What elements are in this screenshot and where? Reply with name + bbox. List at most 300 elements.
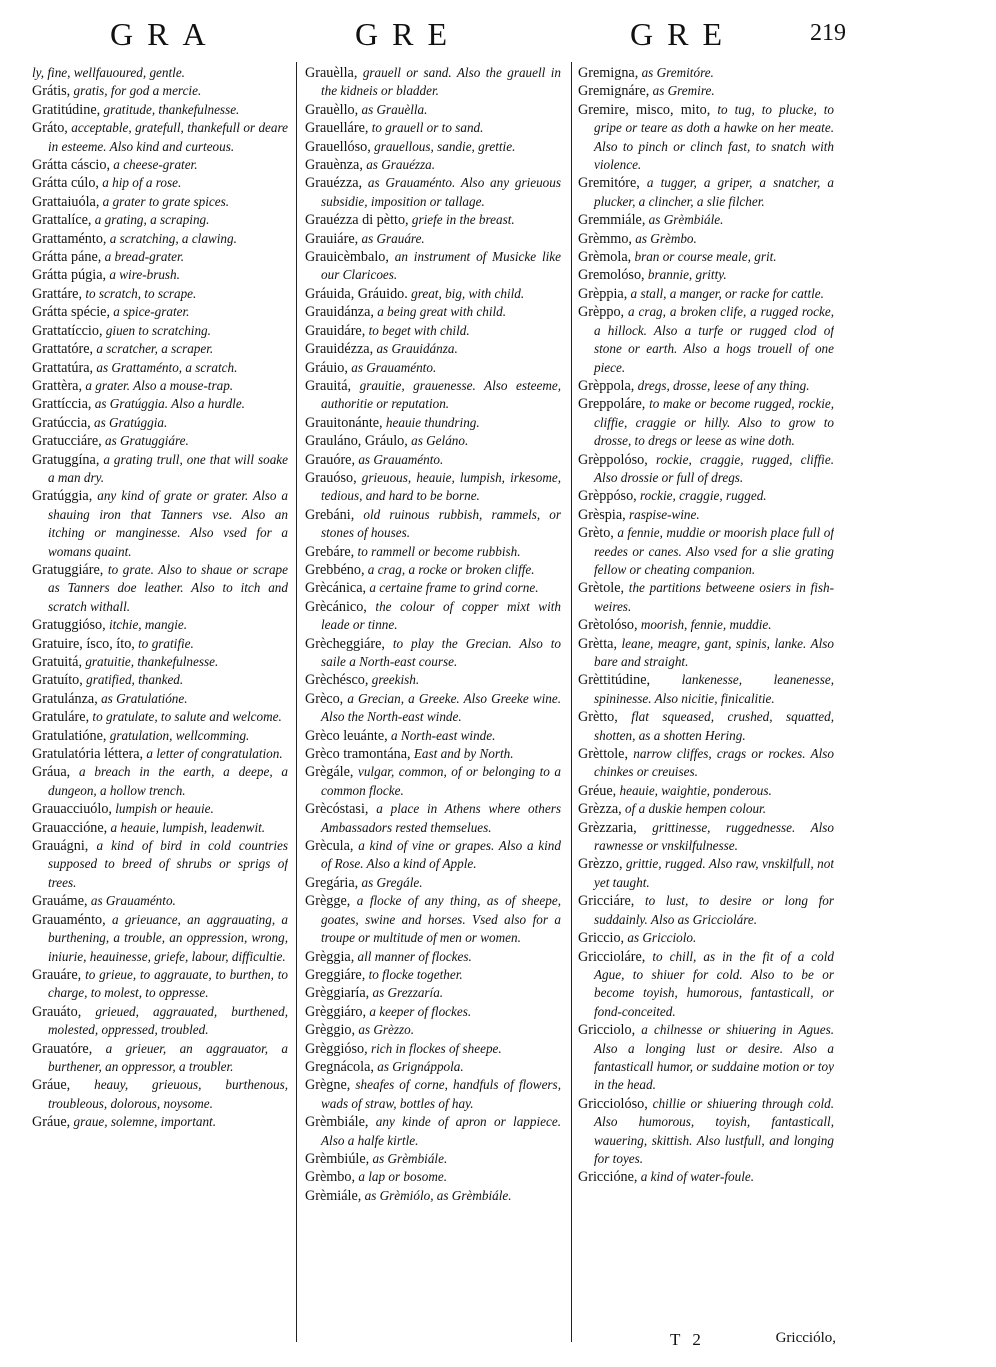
entry-headword: Grètole,	[578, 580, 625, 597]
page-footer	[578, 1330, 836, 1358]
entry-headword: Grauènza,	[305, 157, 363, 174]
entry-definition: ly, fine, wellfauoured, gentle.	[32, 65, 185, 80]
entry-definition: rockie, craggie, rugged, cliffie. Also drossie or full of dregs.	[594, 451, 834, 485]
entry-definition: to gratifie.	[138, 635, 194, 651]
entry-definition: to lust, to desire or long for suddainly. Also as Griccioláre.	[594, 893, 834, 927]
entry-headword: Grèco,	[305, 690, 344, 707]
entry-headword: Grátta púgia,	[32, 267, 107, 284]
entry-headword: Grègne,	[305, 1077, 351, 1094]
dictionary-entry	[305, 1003, 561, 1021]
dictionary-column-left	[32, 64, 288, 1354]
dictionary-entry	[32, 432, 288, 450]
entry-definition: as Grauidánza.	[376, 341, 458, 357]
entry-definition: to flocke together.	[368, 966, 463, 982]
entry-headword: Gratúccia,	[32, 414, 91, 431]
entry-definition: a tugger, a griper, a snatcher, a plucker, a clincher, a slie filcher.	[594, 175, 834, 209]
entry-definition: a place in Athens where others Ambassadors rested themselues.	[321, 801, 561, 835]
entry-definition: as Grattaménto, a scratch.	[96, 359, 238, 375]
entry-definition: leane, meagre, gant, spinis, lanke. Also bare and straight.	[594, 635, 834, 669]
dictionary-entry	[32, 377, 288, 395]
entry-headword: Gráue,	[32, 1114, 71, 1131]
dictionary-entry	[305, 138, 561, 156]
entry-definition: bran or course meale, grit.	[634, 249, 777, 265]
entry-headword: Gratuggína,	[32, 451, 100, 468]
entry-headword: Grebáni,	[305, 506, 355, 523]
entry-definition: grauitie, grauenesse. Also esteeme, authoritie or reputation.	[321, 377, 561, 412]
dictionary-entry	[578, 64, 834, 82]
entry-definition: as Grauaménto. Also any grieuous subsidie, imposition or tallage.	[321, 175, 561, 209]
entry-definition: as Gricciolo.	[627, 930, 697, 946]
catchword: Gricciólo,	[775, 1330, 836, 1346]
dictionary-entry	[32, 322, 288, 340]
entry-headword: Gratulatióne,	[32, 727, 107, 744]
entry-definition: as Grèmbo.	[635, 230, 697, 246]
entry-headword: Grèggio,	[305, 1022, 356, 1039]
entry-headword: Gratuire, ísco, íto,	[32, 635, 135, 652]
dictionary-entry	[578, 101, 834, 175]
entry-headword: Grauaménto,	[32, 911, 106, 928]
entry-headword: Grauatóre,	[32, 1040, 93, 1057]
dictionary-column-middle	[305, 64, 561, 1344]
entry-headword: Grècheggiáre,	[305, 635, 385, 652]
dictionary-entry	[305, 248, 561, 285]
entry-headword: Grattatúra,	[32, 359, 94, 376]
entry-headword: Grètto,	[578, 709, 618, 726]
entry-definition: a spice-grater.	[113, 304, 190, 320]
dictionary-entry	[578, 487, 834, 505]
dictionary-entry	[578, 800, 834, 818]
dictionary-entry	[32, 1076, 288, 1113]
entry-definition: heauy, grieuous, burthenous, troubleous, dolorous, noysome.	[48, 1077, 288, 1111]
dictionary-entry	[578, 1021, 834, 1095]
entry-headword: Grèzza,	[578, 801, 622, 818]
dictionary-entry	[578, 929, 834, 947]
dictionary-entry	[578, 616, 834, 634]
dictionary-entry	[578, 671, 834, 708]
entry-headword: Gremire, misco, mito,	[578, 101, 711, 118]
entry-definition: grieued, aggrauated, burthened, molested, oppressed, troubled.	[48, 1003, 288, 1038]
dictionary-entry	[32, 745, 288, 763]
entry-headword: Grauidánza,	[305, 304, 374, 321]
entry-definition: old ruinous rubbish, rammels, or stones of houses.	[321, 506, 561, 541]
entry-definition: a breach in the earth, a deepe, a dungeon, a hollow trench.	[48, 764, 288, 798]
entry-definition: a North-east winde.	[391, 727, 496, 743]
entry-definition: as Gratuggiáre.	[105, 433, 189, 449]
entry-headword: Griccioláre,	[578, 948, 646, 965]
entry-definition: itchie, mangie.	[109, 617, 188, 633]
entry-headword: Grattatíccio,	[32, 322, 103, 339]
entry-headword: Gratitúdine,	[32, 101, 101, 118]
dictionary-entry	[32, 1003, 288, 1040]
entry-definition: a grieuance, an aggrauating, a burthening, a trouble, an oppression, wrong, iniurie, heauinesse, griefe, labour, difficultie.	[48, 911, 288, 964]
entry-definition: gratulation, wellcomming.	[109, 727, 250, 743]
entry-definition: acceptable, gratefull, thankefull or deare in esteeme. Also kind and curteous.	[48, 120, 288, 154]
entry-headword: Grebáre,	[305, 543, 355, 560]
entry-headword: Gráue,	[32, 1077, 71, 1094]
entry-headword: Grauáme,	[32, 893, 88, 910]
dictionary-entry	[32, 451, 288, 488]
entry-headword: Griccio,	[578, 930, 625, 947]
entry-definition: any kind of grate or grater. Also a shauing iron that Tanners vse. Also an itching or manginesse. Also vsed for a womans quaint.	[48, 488, 288, 559]
entry-headword: Grèttole,	[578, 746, 629, 763]
entry-headword: Gráto,	[32, 120, 68, 137]
entry-definition: to grieue, to aggrauate, to burthen, to charge, to molest, to oppresse.	[48, 966, 288, 1001]
entry-headword: Grèggiaría,	[305, 985, 370, 1002]
dictionary-entry	[578, 1095, 834, 1169]
dictionary-entry	[305, 543, 561, 561]
entry-headword: Gratuláre,	[32, 709, 90, 726]
dictionary-entry	[32, 561, 288, 616]
dictionary-entry	[32, 285, 288, 303]
entry-definition: to gratulate, to salute and welcome.	[92, 709, 282, 725]
entry-headword: Gratuggióso,	[32, 617, 106, 634]
entry-headword: Grèzzaria,	[578, 819, 637, 836]
dictionary-entry	[32, 800, 288, 818]
entry-headword: Grattíccia,	[32, 396, 92, 413]
dictionary-entry	[578, 579, 834, 616]
entry-definition: as Grauézza.	[366, 157, 436, 173]
dictionary-entry	[305, 671, 561, 689]
entry-headword: Gratulatória léttera,	[32, 746, 144, 763]
dictionary-entry	[305, 377, 561, 414]
dictionary-entry	[305, 800, 561, 837]
entry-definition: a heauie, lumpish, leadenwit.	[110, 819, 266, 835]
dictionary-entry	[32, 616, 288, 634]
dictionary-entry	[578, 819, 834, 856]
entry-definition: a scratching, a clawing.	[109, 230, 237, 246]
entry-definition: as Grèmbiále.	[372, 1150, 448, 1166]
dictionary-entry	[305, 561, 561, 579]
entry-definition: as Grauáre.	[361, 230, 425, 246]
dictionary-entry	[305, 101, 561, 119]
entry-definition: a crag, a broken clife, a rugged rocke, a hillock. Also a turfe or rugged clod of stone or earth. Also a hogs trouell of one piece.	[594, 304, 834, 375]
entry-headword: Griccióne,	[578, 1169, 638, 1186]
entry-definition: to rammell or become rubbish.	[357, 543, 521, 559]
entry-headword: Gráuio,	[305, 359, 348, 376]
entry-headword: Grèppolóso,	[578, 451, 648, 468]
dictionary-entry	[32, 359, 288, 377]
dictionary-entry	[578, 635, 834, 672]
entry-definition: to grauell or to sand.	[371, 120, 484, 136]
dictionary-entry	[578, 745, 834, 782]
dictionary-entry	[305, 64, 561, 101]
running-head-center: GRE	[355, 16, 461, 52]
dictionary-entry	[305, 1150, 561, 1168]
dictionary-entry	[32, 708, 288, 726]
entry-definition: as Grauèlla.	[361, 101, 428, 117]
entry-headword: Grèmbiúle,	[305, 1150, 370, 1167]
entry-headword: Gráua,	[32, 764, 71, 781]
dictionary-entry	[578, 303, 834, 377]
entry-definition: a cheese-grater.	[113, 157, 198, 173]
dictionary-entry	[32, 837, 288, 892]
entry-definition: heauie, waightie, ponderous.	[619, 782, 772, 798]
entry-headword: Grátta spécie,	[32, 304, 110, 321]
dictionary-entry	[578, 948, 834, 1022]
column-rule	[296, 62, 297, 1342]
entry-headword: Grattalíce,	[32, 212, 92, 229]
entry-definition: the partitions betweene osiers in fish-weires.	[594, 580, 834, 614]
entry-headword: Grauágni,	[32, 838, 89, 855]
entry-headword: Gregária,	[305, 874, 359, 891]
entry-definition: as Grèmbiále.	[648, 212, 724, 228]
entry-headword: Grèco leuánte,	[305, 727, 388, 744]
dictionary-entry	[578, 451, 834, 488]
running-head	[30, 14, 846, 58]
entry-headword: Grauidézza,	[305, 341, 374, 358]
dictionary-entry	[32, 101, 288, 119]
entry-definition: a chilnesse or shiuering in Agues. Also a longing lust or desire. Also a fantasticall humor, or suddaine motion or toy in the head.	[594, 1022, 834, 1093]
dictionary-entry	[305, 359, 561, 377]
dictionary-entry	[305, 966, 561, 984]
entry-definition: a letter of congratulation.	[146, 746, 283, 762]
entry-headword: Grauitá,	[305, 377, 352, 394]
dictionary-entry	[305, 285, 561, 303]
entry-definition: grieuous, heauie, lumpish, irkesome, tedious, and hard to be borne.	[321, 469, 561, 504]
entry-headword: Gricciáre,	[578, 893, 635, 910]
entry-headword: Grèttitúdine,	[578, 672, 651, 689]
entry-headword: Grèppia,	[578, 285, 628, 302]
entry-headword: Grauellóso,	[305, 138, 371, 155]
entry-headword: Gratúggia,	[32, 488, 93, 505]
dictionary-entry	[305, 892, 561, 947]
entry-headword: Gricciolóso,	[578, 1095, 648, 1112]
dictionary-entry	[305, 303, 561, 321]
entry-definition: a grater. Also a mouse-trap.	[85, 377, 234, 393]
entry-definition: a lap or bosome.	[358, 1169, 447, 1185]
entry-definition: a grater to grate spices.	[102, 193, 230, 209]
entry-headword: Grèspia,	[578, 506, 626, 523]
entry-definition: a hip of a rose.	[102, 175, 182, 191]
page-number: 219	[810, 20, 846, 46]
entry-definition: grittinesse, ruggednesse. Also rawnesse or vnskilfulnesse.	[594, 819, 834, 854]
entry-headword: Gremolóso,	[578, 267, 645, 284]
entry-definition: a certaine frame to grind corne.	[369, 580, 539, 596]
entry-headword: Greggiáre,	[305, 966, 366, 983]
entry-definition: as Gratulatióne.	[101, 690, 188, 706]
entry-headword: Grauitonánte,	[305, 414, 383, 431]
entry-definition: as Grignáppola.	[377, 1058, 464, 1074]
dictionary-entry	[32, 64, 288, 82]
entry-definition: a bread-grater.	[104, 249, 184, 265]
dictionary-entry	[305, 469, 561, 506]
dictionary-entry	[32, 892, 288, 910]
dictionary-entry	[305, 1168, 561, 1186]
entry-definition: a kind of water-foule.	[640, 1169, 755, 1185]
dictionary-entry	[578, 708, 834, 745]
dictionary-entry	[578, 892, 834, 929]
dictionary-entry	[578, 524, 834, 579]
entry-definition: great, big, with child.	[411, 285, 525, 301]
dictionary-entry	[32, 487, 288, 561]
dictionary-entry	[305, 432, 561, 450]
entry-headword: Grauláno, Gráulo,	[305, 433, 408, 450]
dictionary-entry	[578, 248, 834, 266]
entry-headword: Grauóre,	[305, 451, 356, 468]
entry-headword: Grátta cáscio,	[32, 157, 110, 174]
entry-headword: Grátta páne,	[32, 249, 102, 266]
entry-headword: Grèco tramontána,	[305, 746, 411, 763]
dictionary-entry	[32, 1040, 288, 1077]
entry-headword: Grátta cúlo,	[32, 175, 99, 192]
dictionary-entry	[578, 855, 834, 892]
dictionary-entry	[305, 174, 561, 211]
entry-definition: sheafes of corne, handfuls of flowers, wads of straw, bottles of hay.	[321, 1077, 561, 1111]
entry-definition: an instrument of Musicke like our Claricoes.	[321, 249, 561, 283]
entry-headword: Gremitóre,	[578, 175, 640, 192]
dictionary-entry	[32, 763, 288, 800]
entry-headword: Gregnácola,	[305, 1058, 374, 1075]
entry-definition: gratis, for god a mercie.	[73, 83, 202, 99]
dictionary-entry	[305, 156, 561, 174]
entry-headword: Grèmbiále,	[305, 1114, 369, 1131]
entry-definition: vulgar, common, of or belonging to a common flocke.	[321, 764, 561, 798]
dictionary-entry	[305, 984, 561, 1002]
entry-definition: a grating trull, one that will soake a man dry.	[48, 451, 288, 485]
entry-definition: grittie, rugged. Also raw, vnskilfull, not yet taught.	[594, 856, 834, 890]
entry-definition: gratitude, thankefulnesse.	[103, 101, 240, 117]
entry-headword: Grauaccióne,	[32, 819, 108, 836]
entry-headword: Grèmmo,	[578, 230, 632, 247]
entry-definition: a scratcher, a scraper.	[96, 341, 214, 357]
dictionary-entry	[305, 1187, 561, 1205]
entry-headword: Grauóso,	[305, 469, 357, 486]
entry-headword: Grèmbo,	[305, 1169, 356, 1186]
entry-definition: as Grezzaría.	[372, 985, 444, 1001]
dictionary-entry	[32, 230, 288, 248]
entry-definition: the colour of copper mixt with leade or tinne.	[321, 598, 561, 633]
entry-definition: a crag, a rocke or broken cliffe.	[367, 561, 535, 577]
dictionary-entry	[32, 911, 288, 966]
entry-headword: Grauiáre,	[305, 230, 359, 247]
entry-definition: flat squeased, crushed, squatted, shotten, as a shotten Hering.	[594, 709, 834, 743]
entry-definition: as Gratúggia. Also a hurdle.	[94, 396, 245, 412]
dictionary-entry	[32, 193, 288, 211]
dictionary-entry	[32, 266, 288, 284]
dictionary-entry	[578, 377, 834, 395]
entry-definition: as Gremitóre.	[641, 65, 714, 80]
entry-headword: Grauèllo,	[305, 101, 359, 118]
entry-definition: giuen to scratching.	[105, 322, 211, 338]
entry-definition: a grieuer, an aggrauator, a burthener, an oppressor, a troubler.	[48, 1040, 288, 1074]
entry-definition: as Gremire.	[652, 83, 715, 99]
dictionary-entry	[578, 285, 834, 303]
entry-definition: rich in flockes of sheepe.	[370, 1040, 502, 1056]
entry-definition: chillie or shiuering through cold. Also humorous, toyish, fantasticall, wauering, skittish. Also lustfull, and longing for toyes.	[594, 1095, 834, 1166]
entry-definition: heauie thundring.	[385, 414, 480, 430]
entry-headword: Grèggiáro,	[305, 1003, 367, 1020]
entry-headword: Grèmiále,	[305, 1187, 362, 1204]
entry-headword: Grauidáre,	[305, 322, 366, 339]
dictionary-entry	[32, 671, 288, 689]
entry-definition: as Grèzzo.	[358, 1022, 415, 1038]
entry-headword: Gratuggiáre,	[32, 561, 104, 578]
entry-headword: Grècánico,	[305, 598, 367, 615]
entry-headword: Gremmiále,	[578, 212, 646, 229]
entry-definition: to play the Grecian. Also to saile a North-east course.	[321, 635, 561, 669]
entry-headword: Greppoláre,	[578, 396, 646, 413]
entry-definition: graue, solemne, important.	[73, 1114, 217, 1130]
entry-definition: to beget with child.	[368, 322, 470, 338]
dictionary-entry	[305, 745, 561, 763]
entry-headword: Grauézza di pètto,	[305, 212, 409, 229]
entry-definition: narrow cliffes, crags or rockes. Also chinkes or creuises.	[594, 746, 834, 780]
entry-headword: Grèto,	[578, 525, 614, 542]
dictionary-entry	[32, 1113, 288, 1131]
entry-headword: Grèmola,	[578, 249, 632, 266]
dictionary-entry	[32, 340, 288, 358]
entry-headword: Grècula,	[305, 838, 354, 855]
entry-headword: Gráuida, Gráuido.	[305, 285, 408, 302]
dictionary-entry	[32, 966, 288, 1003]
dictionary-entry	[305, 211, 561, 229]
dictionary-entry	[32, 635, 288, 653]
entry-definition: lumpish or heauie.	[115, 801, 214, 817]
entry-headword: Gratuíto,	[32, 672, 83, 689]
dictionary-entry	[305, 690, 561, 727]
entry-definition: dregs, drosse, leese of any thing.	[637, 377, 810, 393]
entry-headword: Gricciolo,	[578, 1022, 636, 1039]
entry-definition: as Grèmiólo, as Grèmbiále.	[364, 1187, 512, 1203]
running-head-right: GRE	[630, 16, 736, 52]
entry-definition: to make or become rugged, rockie, cliffie, craggie or hilly. Also to grow to drosse, to dregs or leese as wine doth.	[594, 396, 834, 449]
dictionary-entry	[305, 414, 561, 432]
entry-headword: Grègále,	[305, 764, 354, 781]
entry-definition: a wire-brush.	[109, 267, 180, 283]
dictionary-entry	[32, 414, 288, 432]
dictionary-entry	[32, 653, 288, 671]
entry-headword: Gratulánza,	[32, 690, 98, 707]
entry-definition: a flocke of any thing, as of sheepe, goates, swine and horses. Vsed also for a troupe or multitude of men or women.	[321, 893, 561, 946]
entry-headword: Grècóstasi,	[305, 801, 369, 818]
entry-definition: to grate. Also to shaue or scrape as Tanners doe leather. Also to itch and scratch withall.	[48, 561, 288, 614]
dictionary-entry	[305, 1076, 561, 1113]
entry-definition: as Grauaménto.	[358, 451, 444, 467]
dictionary-entry	[578, 782, 834, 800]
dictionary-entry	[305, 598, 561, 635]
entry-definition: gratuitie, thankefulnesse.	[85, 654, 219, 669]
entry-definition: as Grauaménto.	[90, 893, 176, 909]
dictionary-entry	[305, 635, 561, 672]
dictionary-entry	[305, 340, 561, 358]
dictionary-entry	[32, 819, 288, 837]
dictionary-entry	[305, 506, 561, 543]
entry-headword: Grátis,	[32, 83, 71, 100]
entry-headword: Grattaiuóla,	[32, 193, 100, 210]
signature-mark: T 2	[670, 1330, 705, 1349]
entry-headword: Grauáto,	[32, 1003, 82, 1020]
entry-definition: as Geláno.	[411, 433, 469, 449]
entry-definition: to chill, as in the fit of a cold Ague, to shiuer for cold. Also to be or become toyish, humorous, fantasticall, or fond-conceited.	[594, 948, 834, 1019]
column-rule	[571, 62, 572, 1342]
entry-headword: Grattáre,	[32, 285, 83, 302]
dictionary-entry	[305, 763, 561, 800]
entry-definition: a being great with child.	[377, 304, 507, 320]
entry-definition: as Grauaménto.	[351, 359, 437, 375]
dictionary-entry	[578, 174, 834, 211]
running-head-left: GRA	[110, 16, 220, 52]
entry-headword: Grauacciuólo,	[32, 801, 112, 818]
entry-headword: Grattèra,	[32, 377, 83, 394]
entry-headword: Grebbéno,	[305, 561, 365, 578]
dictionary-entry	[32, 303, 288, 321]
entry-definition: gratified, thanked.	[86, 672, 184, 688]
entry-headword: Grauicèmbalo,	[305, 249, 389, 266]
dictionary-entry	[305, 451, 561, 469]
dictionary-entry	[305, 1058, 561, 1076]
dictionary-entry	[578, 395, 834, 450]
entry-headword: Grattaménto,	[32, 230, 107, 247]
